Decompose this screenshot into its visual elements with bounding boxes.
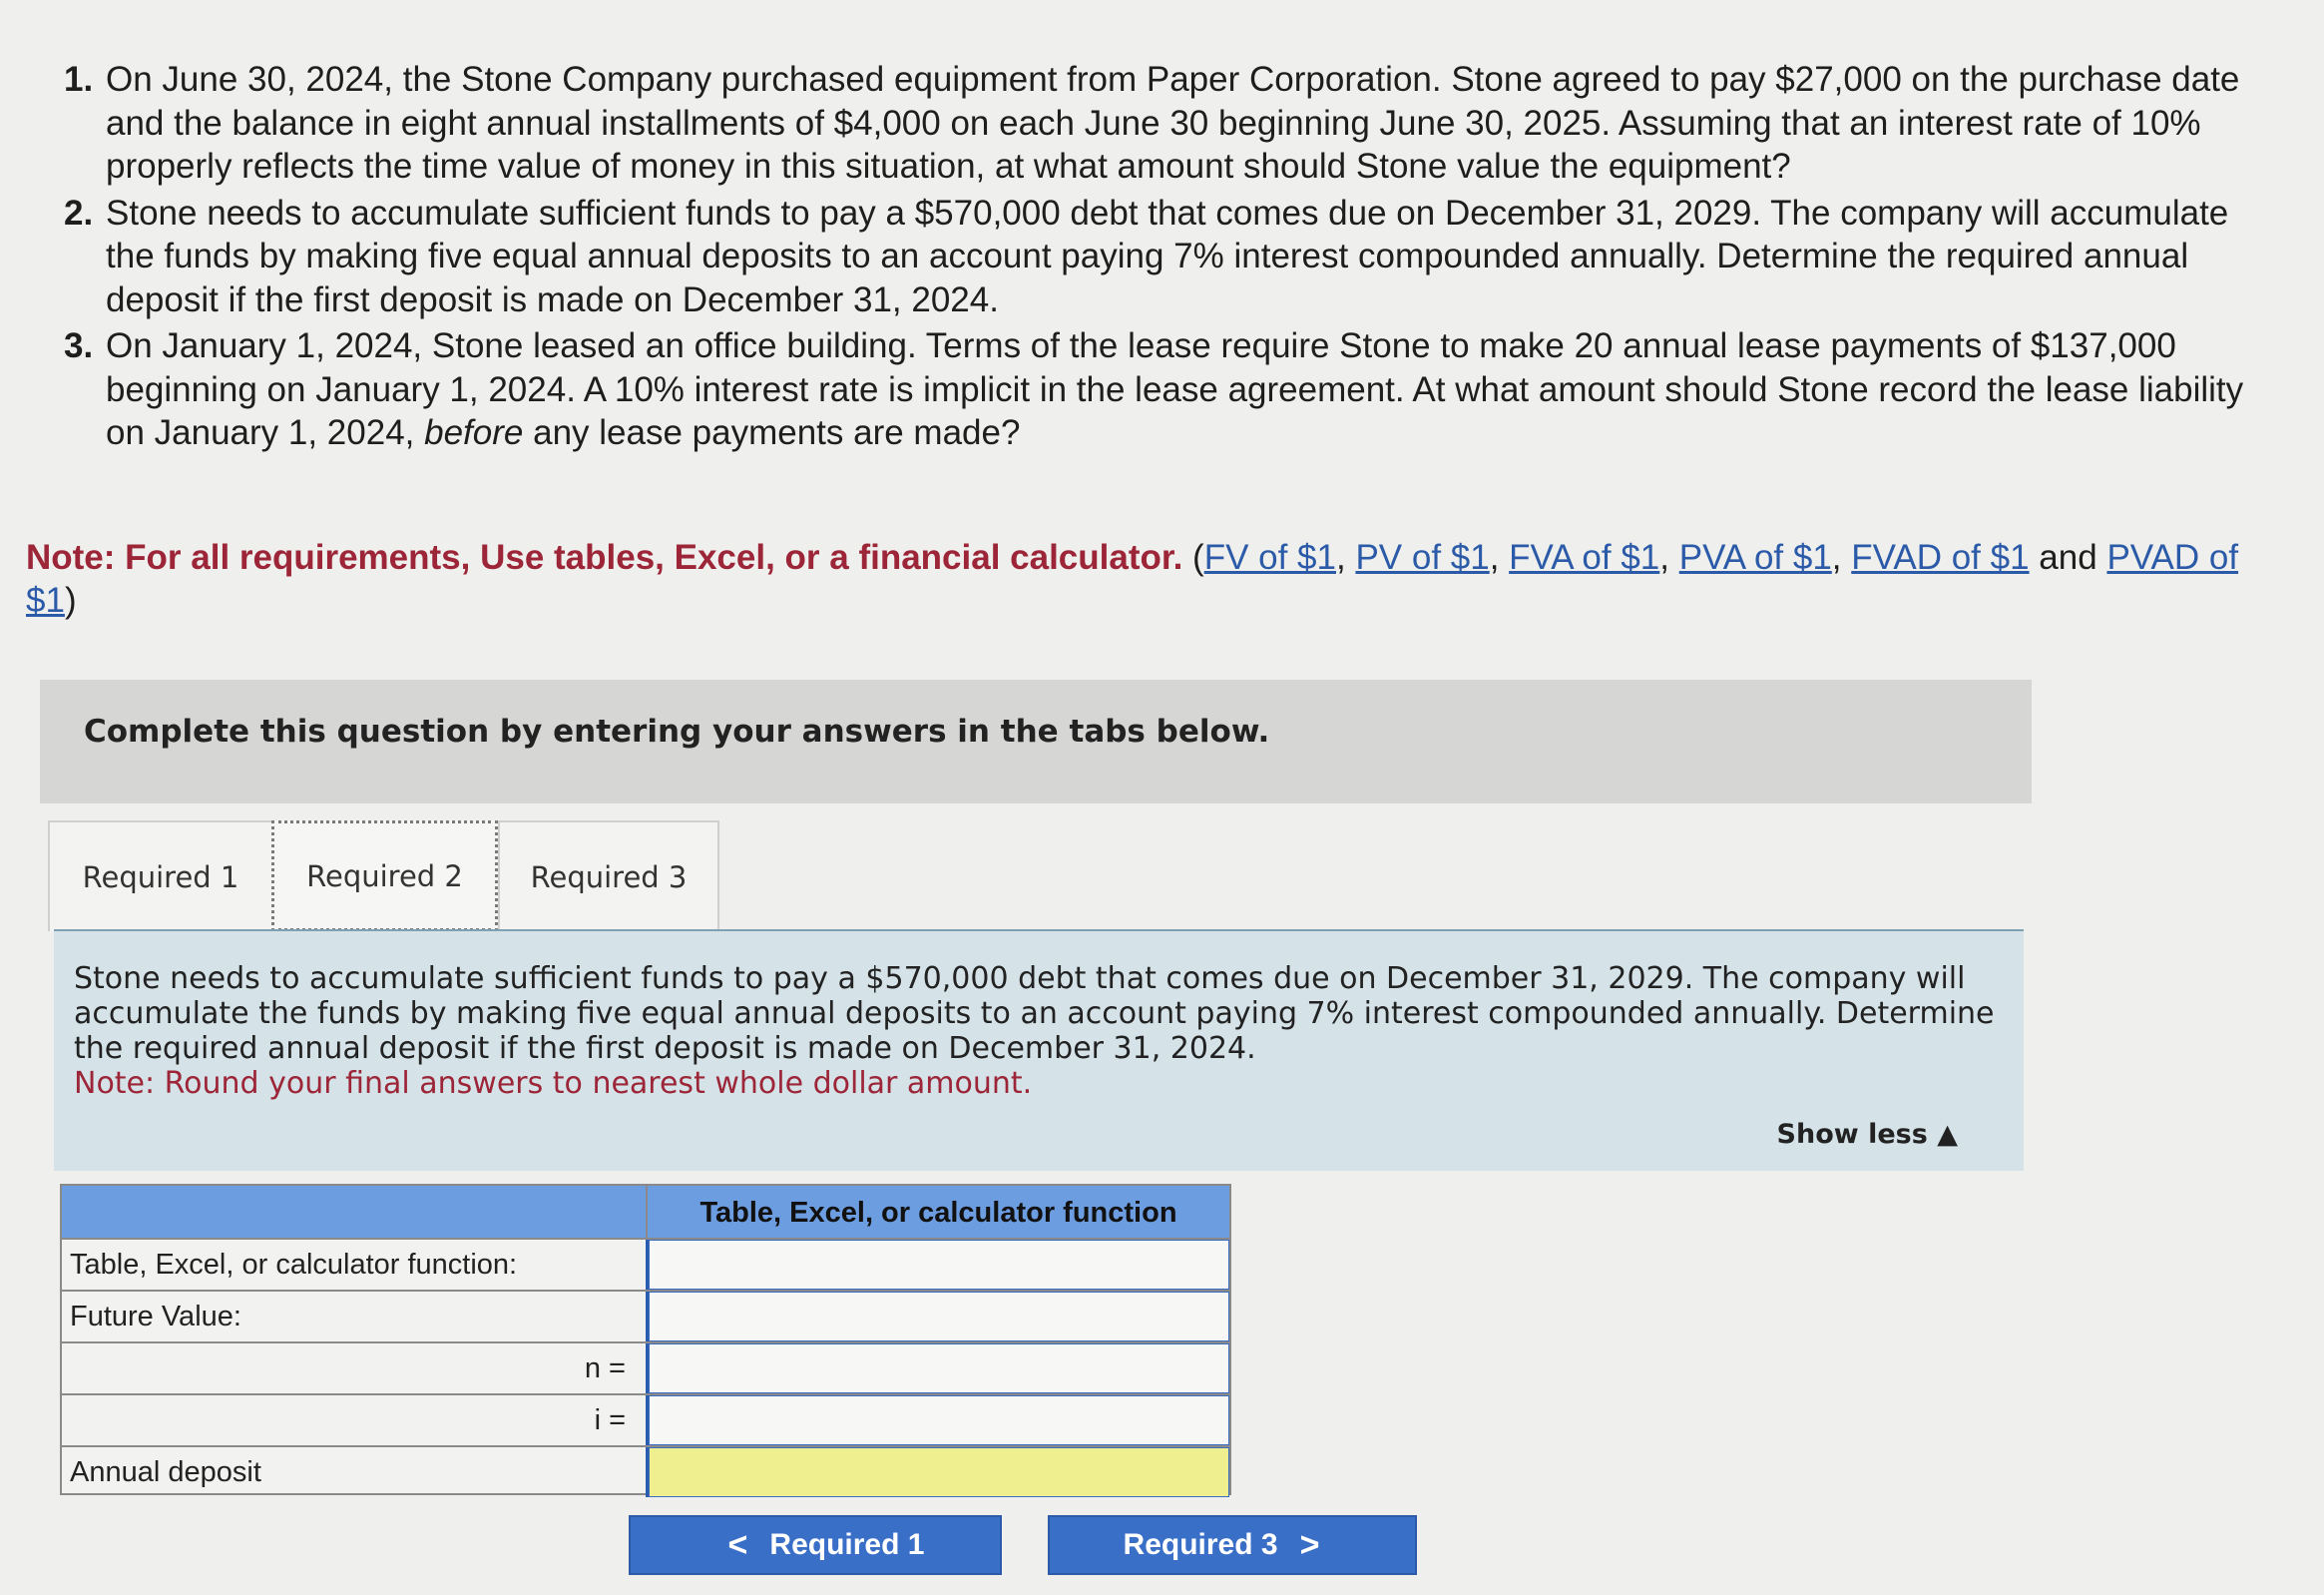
chevron-right-icon: > xyxy=(1299,1525,1320,1564)
question-text: On June 30, 2024, the Stone Company purchased equipment from Paper Corporation. Stone agreed to pay $27,000 on the purchase date and the balance in eight annual installments of $4,000 on each June 30 beginning June 30, 2025. Assuming that an interest rate of 10% properly reflects the time value of money in this situation, at what amount should Stone value the equipment? xyxy=(106,60,2240,186)
link-pv-of-1[interactable]: PV of $1 xyxy=(1355,538,1490,577)
link-pva-of-1[interactable]: PVA of $1 xyxy=(1678,538,1832,577)
link-pvad-of-1[interactable]: PVAD of $1 xyxy=(26,538,2239,620)
chevron-left-icon: < xyxy=(727,1525,748,1564)
requirement-description: Stone needs to accumulate sufficient funds to pay a $570,000 debt that comes due on December 31, 2029. The company will accumulate the funds by making five equal annual deposits to an account paying 7% interest compounded annually. Determine the required annual deposit if the first deposit is made on December 31, 2024. xyxy=(74,961,1995,1066)
note-prefix: Note: For all requirements, Use tables, Excel, or a financial calculator. xyxy=(26,538,1183,577)
answer-table xyxy=(60,1184,1231,1495)
table-row-future-value xyxy=(62,1290,1229,1341)
requirement-panel xyxy=(54,929,2024,1171)
question-number: 1. xyxy=(64,60,94,99)
tab-required-3[interactable]: Required 3 xyxy=(498,820,719,931)
rounding-note: Note: Round your final answers to nearest whole dollar amount. xyxy=(74,1066,1033,1101)
requirement-text xyxy=(74,961,2010,1101)
show-less-label: Show less xyxy=(1776,1119,1928,1150)
i-input[interactable] xyxy=(649,1395,1229,1445)
future-value-cell xyxy=(646,1292,1229,1341)
instruction-text: Complete this question by entering your answers in the tabs below. xyxy=(84,714,1270,750)
tab-required-1[interactable]: Required 1 xyxy=(48,820,273,931)
note-separator: , xyxy=(1335,538,1356,577)
row-label: Table, Excel, or calculator function: xyxy=(70,1249,518,1281)
show-less-toggle[interactable] xyxy=(1777,1119,1958,1150)
note-paren-close: ) xyxy=(64,581,77,620)
n-cell xyxy=(646,1343,1229,1393)
annual-deposit-cell xyxy=(646,1447,1229,1497)
question-text-end: any lease payments are made? xyxy=(523,413,1021,452)
table-row-n xyxy=(62,1341,1229,1393)
table-row-i xyxy=(62,1393,1229,1445)
question-number: 2. xyxy=(64,193,94,233)
link-fva-of-1[interactable]: FVA of $1 xyxy=(1509,538,1660,577)
note-paren-open: ( xyxy=(1182,538,1204,577)
future-value-input[interactable] xyxy=(649,1292,1229,1341)
question-text: On January 1, 2024, Stone leased an office building. Terms of the lease require Stone to make 20 annual lease payments of $137,000 beginning on January 1, 2024. A 10% interest rate is implicit in the lease agreement. At what amount should Stone record the lease liability on January 1, 2024, xyxy=(106,326,2244,452)
row-label: Future Value: xyxy=(70,1301,241,1332)
i-cell xyxy=(646,1395,1229,1445)
tab-required-2[interactable]: Required 2 xyxy=(271,820,498,931)
question-emphasis: before xyxy=(424,413,524,452)
table-row-function xyxy=(62,1238,1229,1290)
i-label: i = xyxy=(594,1404,626,1436)
table-header-label: Table, Excel, or calculator function xyxy=(646,1186,1229,1240)
link-fv-of-1[interactable]: FV of $1 xyxy=(1203,538,1336,577)
prev-button-label: Required 1 xyxy=(769,1528,925,1561)
note-and: and xyxy=(2029,538,2107,577)
row-label: Annual deposit xyxy=(70,1456,261,1488)
instruction-banner xyxy=(40,680,2032,803)
function-input[interactable] xyxy=(649,1240,1229,1290)
note-separator: , xyxy=(1831,538,1852,577)
function-cell xyxy=(646,1240,1229,1290)
question-text: Stone needs to accumulate sufficient funds to pay a $570,000 debt that comes due on December 31, 2029. The company will accumulate the funds by making five equal annual deposits to an account paying 7% interest compounded annually. Determine the required annual deposit if the first deposit is made on December 31, 2024. xyxy=(106,193,2229,319)
triangle-up-icon: ▲ xyxy=(1937,1119,1958,1150)
question-item xyxy=(64,58,2279,189)
question-item xyxy=(64,192,2279,322)
table-row-annual-deposit xyxy=(62,1445,1229,1497)
n-label: n = xyxy=(584,1352,626,1384)
link-fvad-of-1[interactable]: FVAD of $1 xyxy=(1851,538,2030,577)
question-item xyxy=(64,324,2279,455)
next-required-button[interactable] xyxy=(1048,1515,1417,1575)
next-button-label: Required 3 xyxy=(1123,1528,1278,1561)
annual-deposit-input[interactable] xyxy=(649,1447,1229,1497)
table-header-row xyxy=(62,1186,1229,1240)
question-list xyxy=(64,58,2279,458)
n-input[interactable] xyxy=(649,1343,1229,1393)
requirements-note xyxy=(26,536,2241,622)
note-separator: , xyxy=(1659,538,1679,577)
prev-required-button[interactable] xyxy=(629,1515,1002,1575)
question-number: 3. xyxy=(64,326,94,365)
note-separator: , xyxy=(1489,538,1510,577)
